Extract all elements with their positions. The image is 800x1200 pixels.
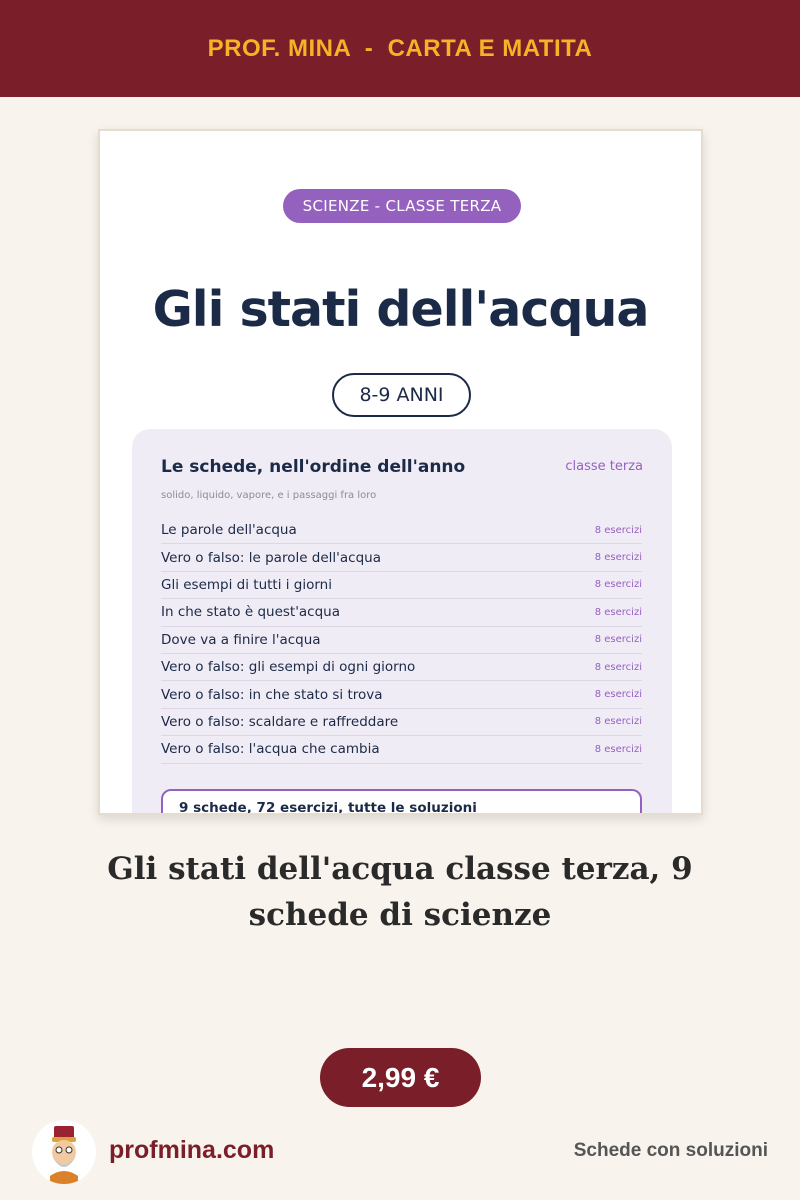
list-item-title: Vero o falso: le parole dell'acqua	[161, 549, 381, 566]
list-heading: Le schede, nell'ordine dell'anno	[161, 457, 466, 477]
list-item	[161, 599, 642, 626]
list-item	[161, 544, 642, 571]
list-item	[161, 654, 642, 681]
preview-title: Gli stati dell'acqua	[152, 281, 649, 338]
list-item-count: 8 esercizi	[594, 579, 642, 591]
site-link[interactable]: profmina.com	[109, 1136, 275, 1164]
list-item-title: Vero o falso: scaldare e raffreddare	[161, 713, 399, 730]
list-item-count: 8 esercizi	[594, 743, 642, 755]
list-item-title: Le parole dell'acqua	[161, 522, 297, 539]
list-item-title: Dove va a finire l'acqua	[161, 631, 321, 648]
subject-badge: SCIENZE - CLASSE TERZA	[283, 189, 521, 223]
list-item-count: 8 esercizi	[594, 689, 642, 701]
brand-title: PROF. MINA - CARTA E MATITA	[207, 34, 593, 62]
list-item-count: 8 esercizi	[594, 634, 642, 646]
list-item-count: 8 esercizi	[594, 661, 642, 673]
top-banner	[0, 0, 800, 97]
price-button[interactable]: 2,99 €	[320, 1048, 481, 1107]
list-item-title: Gli esempi di tutti i giorni	[161, 576, 332, 593]
summary-box	[161, 789, 642, 815]
professor-avatar-icon	[32, 1120, 96, 1184]
list-item	[161, 736, 642, 763]
list-item	[161, 627, 642, 654]
list-subtitle: solido, liquido, vapore, e i passaggi fra loro	[161, 490, 377, 501]
product-preview-card[interactable]	[98, 129, 703, 815]
list-item	[161, 517, 642, 544]
list-item-title: Vero o falso: l'acqua che cambia	[161, 741, 380, 758]
list-item-count: 8 esercizi	[594, 552, 642, 564]
list-item	[161, 709, 642, 736]
worksheet-list	[161, 517, 642, 764]
list-item-title: Vero o falso: in che stato si trova	[161, 686, 383, 703]
list-item	[161, 681, 642, 708]
list-item-count: 8 esercizi	[594, 716, 642, 728]
age-badge: 8-9 ANNI	[332, 373, 471, 417]
product-title[interactable]: Gli stati dell'acqua classe terza, 9 schede di scienze	[107, 851, 693, 933]
worksheet-list-panel	[132, 429, 672, 815]
list-tag: classe terza	[565, 459, 643, 474]
list-item-title: Vero o falso: gli esempi di ogni giorno	[161, 659, 416, 676]
list-item-count: 8 esercizi	[594, 524, 642, 536]
list-item-count: 8 esercizi	[594, 606, 642, 618]
summary-text: 9 schede, 72 esercizi, tutte le soluzioni	[179, 800, 477, 815]
author-avatar	[32, 1120, 96, 1184]
list-item	[161, 572, 642, 599]
list-item-title: In che stato è quest'acqua	[161, 604, 341, 621]
footer-note: Schede con soluzioni	[573, 1140, 768, 1161]
